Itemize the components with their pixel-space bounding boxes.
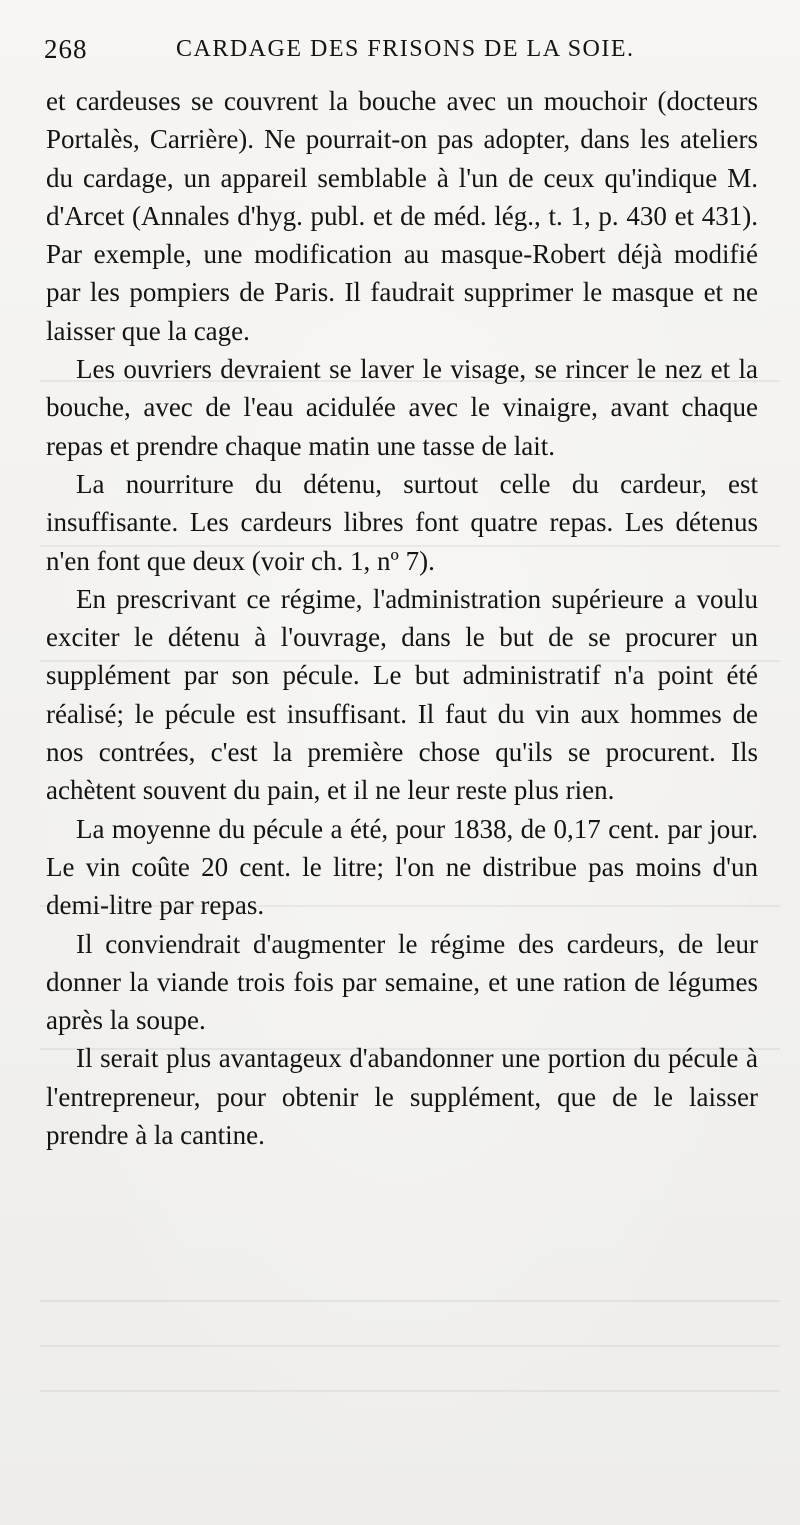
bleed-through-line — [40, 1390, 780, 1392]
paragraph: Il conviendrait d'augmenter le régime des cardeurs, de leur donner la viande trois fois par semaine, et une ration de légumes après la soupe. — [46, 928, 758, 1036]
paragraph: et cardeuses se couvrent la bouche avec un mouchoir (docteurs Portalès, Carrière). Ne pourrait-on pas adopter, dans les ateliers du cardage, un appareil semblable à l'un de ceux qu'indique M. d'Arcet (Annales d'hyg. publ. et de méd. lég., t. 1, p. 430 et 431). Par exemple, une modification au masque-Robert déjà modifié par les pompiers de Paris. Il faudrait supprimer le masque et ne laisser que la cage. — [46, 86, 758, 346]
page-number: 268 — [44, 34, 88, 64]
running-title: CARDAGE DES FRISONS DE LA SOIE. — [176, 36, 635, 62]
paragraph: Il serait plus avantageux d'abandonner une portion du pécule à l'entrepreneur, pour obtenir le supplément, que de le laisser prendre à la cantine. — [46, 1043, 758, 1151]
body-text — [46, 82, 758, 1154]
page-header — [44, 34, 764, 74]
paragraph: Les ouvriers devraient se laver le visage, se rincer le nez et la bouche, avec de l'eau acidulée avec le vinaigre, avant chaque repas et prendre chaque matin une tasse de lait. — [46, 354, 758, 461]
bleed-through-line — [40, 1300, 780, 1302]
paragraph: La moyenne du pécule a été, pour 1838, de 0,17 cent. par jour. Le vin coûte 20 cent. le litre; l'on ne distribue pas moins d'un demi-litre par repas. — [46, 813, 758, 921]
paragraph: En prescrivant ce régime, l'administration supérieure a voulu exciter le détenu à l'ouvrage, dans le but de se procurer un supplément par son pécule. Le but administratif n'a point été réalisé; le pécule est insuffisant. Il faut du vin aux hommes de nos contrées, c'est la première chose qu'ils se procurent. Ils achètent souvent du pain, et il ne leur reste plus rien. — [46, 583, 758, 806]
bleed-through-line — [40, 1345, 780, 1347]
paragraph: La nourriture du détenu, surtout celle du cardeur, est insuffisante. Les cardeurs libres font quatre repas. Les détenus n'en font que deux (voir ch. 1, nº 7). — [46, 468, 758, 576]
